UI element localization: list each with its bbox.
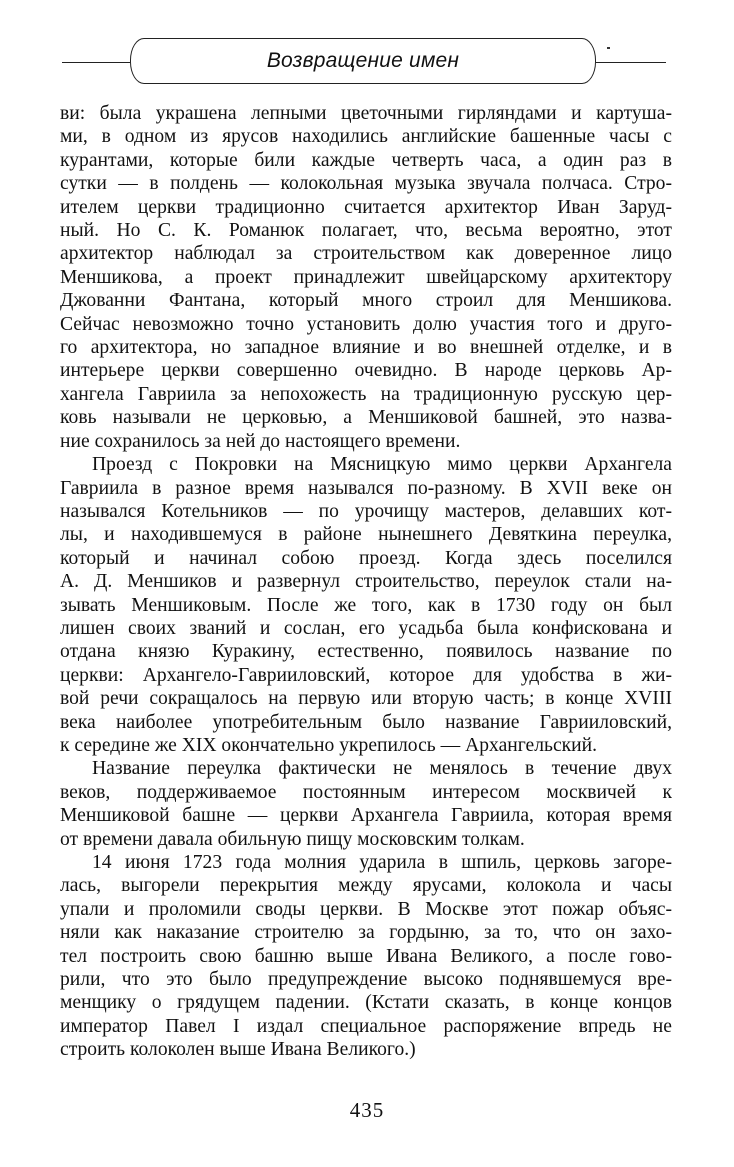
print-speck — [607, 47, 610, 49]
text-line: ми, в одном из ярусов находились английские башенные часы с — [60, 126, 672, 148]
text-line: ителем церкви традиционно считается архитектор Иван Заруд- — [60, 196, 672, 218]
text-line: от времени давала обильную пищу московским толкам. — [60, 828, 525, 850]
running-header — [0, 0, 734, 100]
text-line: назывался Котельников — по урочищу мастеров, делавших кот- — [60, 500, 672, 522]
text-line: рили, что это было предупреждение высоко поднявшемуся вре- — [60, 969, 672, 991]
text-line: архитектор наблюдал за строительством как доверенное лицо — [60, 243, 672, 265]
text-line: сутки — в полдень — колокольная музыка звучала полчаса. Стро- — [60, 173, 672, 195]
text-line: менщику о грядущем падении. (Кстати сказать, в конце концов — [60, 992, 672, 1014]
text-line: лы, и находившемуся в районе нынешнего Девяткина переулка, — [60, 524, 672, 546]
body-text — [60, 102, 672, 1062]
text-line: няли как наказание строителю за гордыню, за то, что он захо- — [60, 922, 672, 944]
text-line: Меншиковой башне — церкви Архангела Гавриила, которая время — [60, 805, 672, 827]
text-line: интерьере церкви совершенно очевидно. В народе церковь Ар- — [60, 360, 672, 382]
text-line: Меншикова, а проект принадлежит швейцарскому архитектору — [60, 266, 672, 288]
text-line: ние сохранилось за ней до настоящего времени. — [60, 430, 461, 452]
text-line: к середине же XIX окончательно укрепилось — Архангельский. — [60, 734, 598, 756]
text-line: тел построить свою башню выше Ивана Великого, а после гово- — [60, 945, 672, 967]
text-line: веков, поддерживаемое постоянным интересом москвичей к — [60, 781, 672, 803]
text-line: века наиболее употребительным было название Гаврииловский, — [60, 711, 672, 733]
text-line: вой речи сокращалось на первую или вторую часть; в конце XVIII — [60, 688, 672, 710]
text-line: строить колоколен выше Ивана Великого.) — [60, 1039, 416, 1061]
text-line: Сейчас невозможно точно установить долю участия того и друго- — [60, 313, 672, 335]
text-line: 14 июня 1723 года молния ударила в шпиль, церковь загоре- — [92, 852, 672, 873]
text-line: ковь называли не церковью, а Меншиковой башней, это назва- — [60, 407, 672, 429]
running-header-title: Возвращение имен — [266, 49, 460, 72]
text-line: ный. Но С. К. Романюк полагает, что, весьма вероятно, этот — [60, 220, 672, 242]
text-line: император Павел I издал специальное распоряжение впредь не — [60, 1015, 672, 1037]
text-line: хангела Гавриила за непохожесть на традиционную русскую цер- — [60, 383, 672, 405]
text-line: ви: была украшена лепными цветочными гирляндами и картуша- — [60, 103, 672, 124]
text-line: отдана князю Куракину, естественно, появилось название по — [60, 641, 672, 663]
text-line: Название переулка фактически не менялось в течение двух — [92, 758, 672, 780]
text-line: лишен своих званий и сослан, его усадьба была конфискована и — [60, 617, 672, 639]
page-number: 435 — [349, 1098, 385, 1122]
header-title-frame — [130, 38, 596, 84]
text-line: курантами, которые били каждые четверть часа, а один раз в — [60, 149, 672, 171]
text-line: Джованни Фантана, который много строил для Меншикова. — [60, 290, 672, 312]
text-line: упали и проломили своды церкви. В Москве этот пожар объяс- — [60, 898, 672, 920]
text-line: лась, выгорели перекрытия между ярусами, колокола и часы — [60, 875, 672, 897]
header-rule-left — [62, 62, 130, 63]
text-line: го архитектора, но западное влияние и во внешней отделке, и в — [60, 337, 672, 359]
text-line: Проезд с Покровки на Мясницкую мимо церкви Архангела — [92, 454, 672, 476]
text-line: А. Д. Меншиков и развернул строительство, переулок стали на- — [60, 571, 672, 593]
text-line: церкви: Архангело-Гавриилoвский, которое для удобства в жи- — [60, 664, 672, 686]
text-line: Гавриила в разное время назывался по-разному. В XVII веке он — [60, 477, 672, 499]
header-rule-right — [596, 62, 666, 63]
text-line: который и начинал собою проезд. Когда здесь поселился — [60, 547, 672, 569]
text-line: зывать Меншиковым. После же того, как в 1730 году он был — [60, 594, 672, 616]
